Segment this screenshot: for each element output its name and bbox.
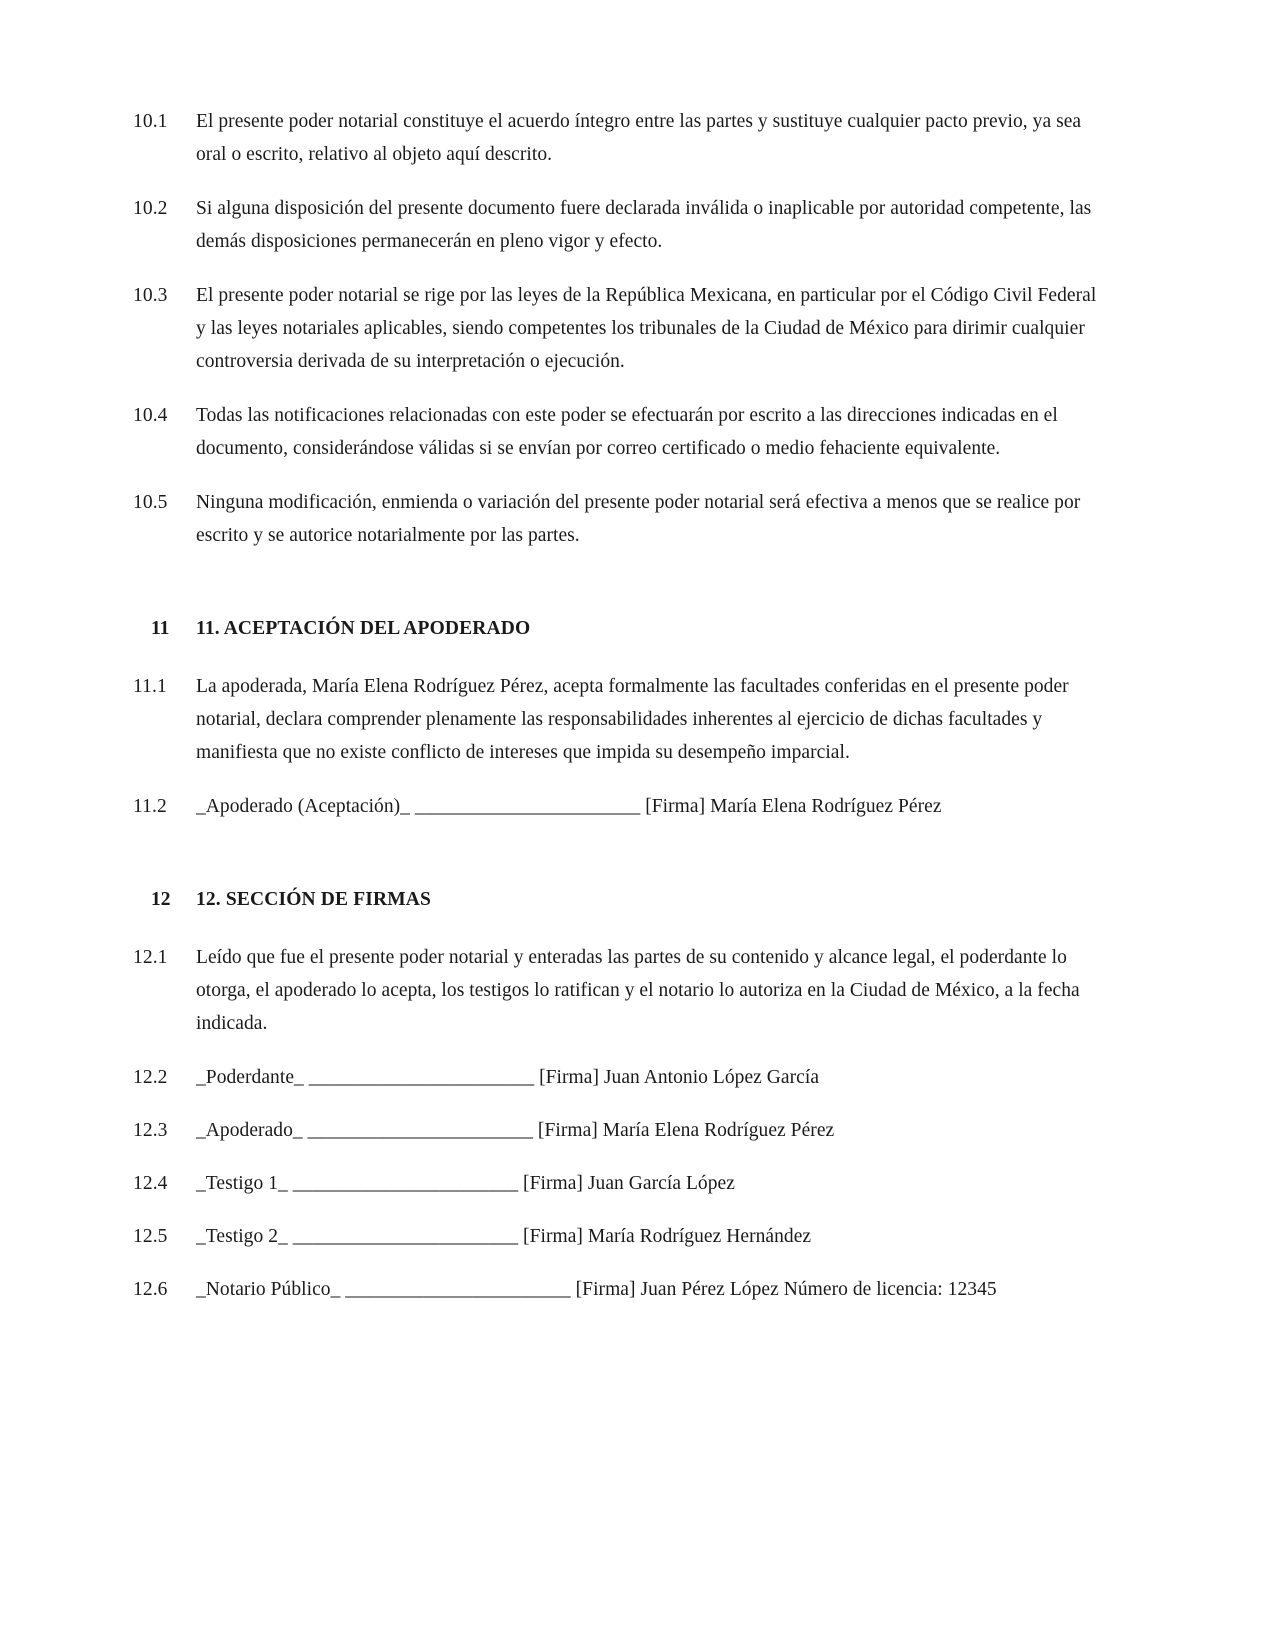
clause-10-5 <box>133 486 1100 552</box>
clause-text: Todas las notificaciones relacionadas con este poder se efectuarán por escrito a las direcciones indicadas en el documento, considerándose válidas si se envían por correo certificado o medio fehaciente equivalente. <box>196 405 1058 459</box>
clause-number: 12.4 <box>133 1173 168 1194</box>
clause-number: 10.5 <box>133 492 168 513</box>
clause-number: 10.3 <box>133 285 168 306</box>
clause-12-1 <box>133 941 1100 1040</box>
clause-number: 10.1 <box>133 111 168 132</box>
clause-number: 11.2 <box>133 796 167 817</box>
section-number: 11 <box>151 618 170 639</box>
signature-line-text: _Apoderado (Aceptación)_ _______________________ [Firma] María Elena Rodríguez Pérez <box>196 796 942 817</box>
signature-line-text: _Testigo 2_ _______________________ [Firma] María Rodríguez Hernández <box>196 1226 812 1247</box>
signature-line-text: _Apoderado_ _______________________ [Firma] María Elena Rodríguez Pérez <box>196 1120 835 1141</box>
clause-text: Leído que fue el presente poder notarial y enteradas las partes de su contenido y alcance legal, el poderdante lo otorga, el apoderado lo acepta, los testigos lo ratifican y el notario lo autoriza en la Ciudad de México, a la fecha indicada. <box>196 947 1080 1034</box>
clause-number: 12.2 <box>133 1067 168 1088</box>
signature-line-text: _Poderdante_ _______________________ [Firma] Juan Antonio López García <box>196 1067 820 1088</box>
section-heading-11 <box>133 614 1100 644</box>
clause-12-2-signature <box>133 1061 1100 1094</box>
clause-11-2-signature <box>133 790 1100 823</box>
clause-number: 11.1 <box>133 676 167 697</box>
section-title: 11. ACEPTACIÓN DEL APODERADO <box>196 618 531 639</box>
clause-number: 10.2 <box>133 198 168 219</box>
clause-10-2 <box>133 192 1100 258</box>
clause-number: 12.5 <box>133 1226 168 1247</box>
clause-11-1 <box>133 670 1100 769</box>
clause-number: 12.3 <box>133 1120 168 1141</box>
document-body <box>133 105 1100 1306</box>
clause-text: La apoderada, María Elena Rodríguez Pérez, acepta formalmente las facultades conferidas en el presente poder notarial, declara comprender plenamente las responsabilidades inherentes al ejercicio de dichas facultades y manifiesta que no existe conflicto de intereses que impida su desempeño imparcial. <box>196 676 1069 763</box>
clause-number: 10.4 <box>133 405 168 426</box>
clause-12-6-signature <box>133 1273 1100 1306</box>
clause-text: Ninguna modificación, enmienda o variación del presente poder notarial será efectiva a menos que se realice por escrito y se autorice notarialmente por las partes. <box>196 492 1081 546</box>
clause-text: El presente poder notarial constituye el acuerdo íntegro entre las partes y sustituye cualquier pacto previo, ya sea oral o escrito, relativo al objeto aquí descrito. <box>196 111 1082 165</box>
section-number: 12 <box>151 889 171 910</box>
clause-10-3 <box>133 279 1100 378</box>
clause-10-4 <box>133 399 1100 465</box>
clause-12-5-signature <box>133 1220 1100 1253</box>
clause-number: 12.1 <box>133 947 168 968</box>
clause-text: El presente poder notarial se rige por las leyes de la República Mexicana, en particular por el Código Civil Federal y las leyes notariales aplicables, siendo competentes los tribunales de la Ciudad de México para dirimir cualquier controversia derivada de su interpretación o ejecución. <box>196 285 1097 372</box>
signature-line-text: _Notario Público_ _______________________ [Firma] Juan Pérez López Número de licencia: 12345 <box>196 1279 997 1300</box>
section-heading-12 <box>133 885 1100 915</box>
clause-text: Si alguna disposición del presente documento fuere declarada inválida o inaplicable por autoridad competente, las demás disposiciones permanecerán en pleno vigor y efecto. <box>196 198 1092 252</box>
clause-12-4-signature <box>133 1167 1100 1200</box>
clause-number: 12.6 <box>133 1279 168 1300</box>
clause-12-3-signature <box>133 1114 1100 1147</box>
signature-line-text: _Testigo 1_ _______________________ [Firma] Juan García López <box>196 1173 735 1194</box>
clause-10-1 <box>133 105 1100 171</box>
section-title: 12. SECCIÓN DE FIRMAS <box>196 889 432 910</box>
